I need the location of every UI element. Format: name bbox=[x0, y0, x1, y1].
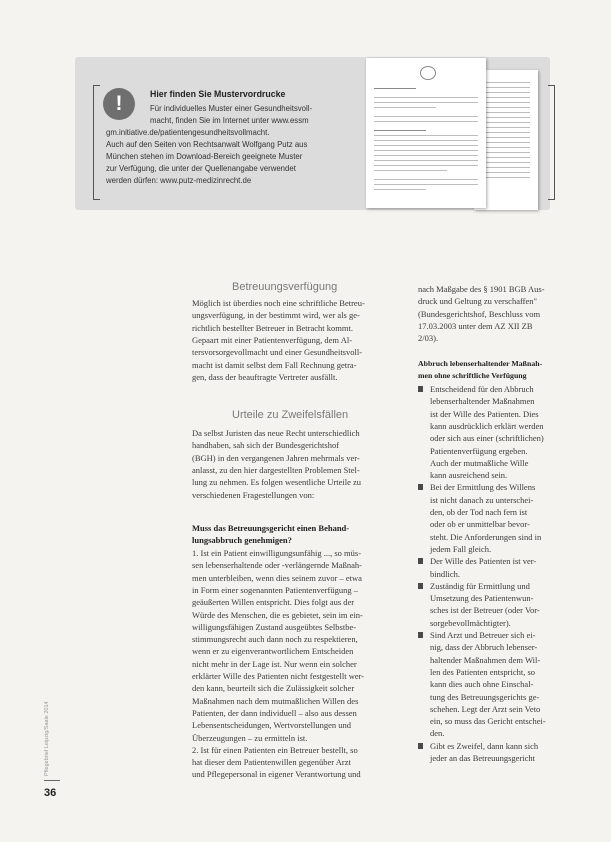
body-text-line: willigungsfähigen Zustand ausgeübtes Selbstbe- bbox=[192, 621, 357, 632]
info-box-line: gm.initiative.de/patientengesundheitsvollmacht. bbox=[106, 128, 270, 137]
bullet-text-line: Patientenverfügung ergeben. bbox=[430, 445, 528, 456]
body-text-line: und Pflegepersonal in eigener Verantwortung und bbox=[192, 769, 361, 780]
bullet-text-line: den, ob der Tod nach fern ist bbox=[430, 507, 528, 517]
bullet-text-line: jeder an das Betreuungsgericht bbox=[430, 753, 536, 763]
bullet-text-line: bindlich. bbox=[430, 568, 460, 579]
bullet-text-line: steht. Die Anforderungen sind in bbox=[430, 531, 542, 542]
body-text-line: geäußerten Willen entspricht. Dies folgt aus der bbox=[192, 597, 355, 608]
bullet-marker bbox=[418, 583, 423, 589]
bullet-text-line: Bei der Ermittlung des Willens bbox=[430, 482, 536, 493]
body-text-line: (Bundesgerichtshof, Beschluss vom bbox=[418, 308, 541, 319]
body-text-line: verschiedenen Fragestellungen von: bbox=[192, 489, 315, 500]
body-text-line: Gepaart mit einer Patientenverfügung, dem Al- bbox=[192, 334, 353, 345]
info-box-line: werden dürfen: www.putz-medizinrecht.de bbox=[106, 176, 252, 185]
body-text-line: macht ist damit selbst dem Fall Rechnung getra- bbox=[192, 359, 357, 370]
body-text-line: Würde des Menschen, die es gebietet, sein im ein- bbox=[192, 609, 363, 620]
body-text-line: Da selbst Juristen das neue Recht unterschiedlich bbox=[192, 428, 360, 438]
bullet-text-line: Gibt es Zweifel, dann kann sich bbox=[430, 740, 539, 751]
bullet-marker bbox=[418, 484, 423, 490]
body-text-line: 2/03). bbox=[418, 333, 439, 344]
bullet-text-line: len des Patienten entspricht, so bbox=[430, 666, 536, 677]
bullet-text-line: kann ausreichend sein. bbox=[430, 470, 508, 481]
exclamation-icon: ! bbox=[103, 88, 135, 120]
body-text-line: den kann, beurteilt sich die Zulässigkeit solcher bbox=[192, 683, 355, 694]
body-text-line: Lebensentscheidungen, Wertvorstellungen und bbox=[192, 720, 351, 731]
info-box-line: Für individuelles Muster einer Gesundheitsvoll- bbox=[150, 104, 313, 113]
bullet-text-line: schehen. Legt der Arzt sein Veto bbox=[430, 703, 541, 714]
body-text-line: Patienten, der dann individuell – also aus dessen bbox=[192, 707, 357, 718]
bullet-text-line: kann ausdrücklich erklärt werden bbox=[430, 420, 544, 431]
bullet-text-line: Zuständig für Ermittlung und bbox=[430, 580, 530, 591]
bullet-text-line: Sind Arzt und Betreuer sich ei- bbox=[430, 630, 536, 640]
body-text-line: wenn er zu eigenverantwortlichem Entscheiden bbox=[192, 646, 354, 657]
bullet-marker bbox=[418, 558, 423, 564]
bullet-text-line: lebenserhaltender Maßnahmen bbox=[430, 396, 535, 407]
bullet-text-line: Umsetzung des Patientenwun- bbox=[430, 593, 534, 604]
body-text-line: druck und Geltung zu verschaffen" bbox=[418, 296, 537, 307]
page-number: 36 bbox=[44, 787, 57, 799]
bullet-text-line: sches ist der Betreuer (oder Vor- bbox=[430, 605, 540, 616]
body-text-line: anlasst, zu den hier dargestellten Problemen Stel- bbox=[192, 464, 360, 475]
bullet-text-line: Entscheidend für den Abbruch bbox=[430, 384, 534, 394]
body-text-line: ungsverfügung, in der bestimmt wird, wer als ge- bbox=[192, 310, 360, 321]
body-text-line: tersvorsorgevollmacht und einer Gesundheitsvoll- bbox=[192, 347, 363, 358]
document-thumbnail-front bbox=[366, 58, 486, 208]
subheading-line: Abbruch lebenserhaltender Maßnah- bbox=[418, 359, 543, 368]
body-text-line: 17.03.2003 unter dem AZ XII ZB bbox=[418, 320, 533, 331]
body-text-line: nicht mehr in der Lage ist. Nur wenn ein solcher bbox=[192, 658, 357, 669]
info-box-title: Hier finden Sie Mustervordrucke bbox=[150, 89, 286, 99]
body-text-line: richtlich bestellter Betreuer in Betracht kommt. bbox=[192, 322, 353, 333]
body-text-line: sen lebenserhaltende oder -verlängernde Maßnah- bbox=[192, 560, 362, 571]
left-bracket bbox=[93, 85, 100, 200]
bullet-text-line: jedem Fall gleich. bbox=[430, 543, 492, 554]
question-heading-line: lungsabbruch genehmigen? bbox=[192, 535, 292, 546]
body-text-line: in Form einer sogenannten Patientenverfügung – bbox=[192, 584, 358, 595]
info-box-line: macht, finden Sie im Internet unter www.essm bbox=[150, 116, 309, 125]
info-box-line: zur Verfügung, die unter der Quellenangabe verwendet bbox=[106, 164, 296, 173]
bullet-text-line: tung des Betreuungsgerichts ge- bbox=[430, 691, 540, 702]
body-text-line: gen, dass der beauftragte Vertreter ausfällt. bbox=[192, 371, 338, 382]
bullet-text-line: ist nicht danach zu unterschei- bbox=[430, 494, 534, 505]
bullet-marker bbox=[418, 386, 423, 392]
body-text-line: men unterbleiben, wenn dies seinem zuvor – etwa bbox=[192, 572, 362, 583]
bullet-text-line: sorgebevollmächtigter). bbox=[430, 617, 511, 628]
bullet-text-line: Auch der mutmaßliche Wille bbox=[430, 457, 529, 468]
body-text-line: 1. Ist ein Patient einwilligungsunfähig ..., so müs- bbox=[192, 548, 362, 558]
bullet-marker bbox=[418, 743, 423, 749]
heading-betreuungsverfuegung: Betreuungsverfügung bbox=[232, 281, 338, 293]
bullet-text-line: oder ob er unmittelbar bevor- bbox=[430, 519, 530, 530]
body-text-line: erklärter Wille des Patienten nicht festgestellt wer- bbox=[192, 671, 365, 681]
bullet-text-line: oder sich aus einer (schriftlichen) bbox=[430, 433, 544, 444]
bullet-text-line: kann dies auch ohne Einschal- bbox=[430, 679, 534, 690]
body-text-line: (BGH) in den vergangenen Jahren mehrmals ver- bbox=[192, 452, 360, 463]
body-text-line: handhaben, sah sich der Bundesgerichtshof bbox=[192, 440, 340, 451]
bullet-text-line: haltender Maßnahmen dem Wil- bbox=[430, 654, 541, 665]
right-bracket bbox=[548, 85, 555, 200]
subheading-line: men ohne schriftliche Verfügung bbox=[418, 371, 527, 381]
question-heading-line: Muss das Betreuungsgericht einen Behand- bbox=[192, 523, 350, 533]
side-imprint: Pflegebrief Leipzig/Saale 2014 bbox=[44, 701, 50, 776]
logo-icon bbox=[420, 66, 436, 80]
body-text-line: nach Maßgabe des § 1901 BGB Aus- bbox=[418, 284, 545, 294]
body-text-line: stimmungsrecht auch dann noch zu respektieren, bbox=[192, 634, 358, 645]
info-box-line: Auch auf den Seiten von Rechtsanwalt Wolfgang Putz aus bbox=[106, 140, 308, 149]
info-box-line: München stehen im Download-Bereich geeignete Muster bbox=[106, 152, 303, 161]
bullet-text-line: Der Wille des Patienten ist ver- bbox=[430, 556, 537, 567]
body-text-line: lung zu nehmen. Es folgen wesentliche Urteile zu bbox=[192, 477, 361, 488]
heading-urteile: Urteile zu Zweifelsfällen bbox=[232, 409, 349, 421]
body-text-line: 2. Ist für einen Patienten ein Betreuer bestellt, so bbox=[192, 744, 358, 755]
bullet-text-line: ist der Wille des Patienten. Dies bbox=[430, 408, 539, 419]
body-text-line: hat dieser dem Patientenwillen gegenüber Arzt bbox=[192, 757, 351, 768]
body-text-line: Überzeugungen – zu ermitteln ist. bbox=[192, 732, 308, 743]
bullet-text-line: den. bbox=[430, 728, 445, 739]
body-text-line: Möglich ist überdies noch eine schriftliche Betreu- bbox=[192, 298, 365, 308]
bullet-marker bbox=[418, 632, 423, 638]
body-text-line: Maßnahmen nach dem mutmaßlichen Willen des bbox=[192, 695, 359, 706]
bullet-text-line: ein, so muss das Gericht entschei- bbox=[430, 716, 546, 727]
bullet-text-line: nig, dass der Abbruch lebenser- bbox=[430, 642, 538, 653]
page-number-rule bbox=[44, 780, 60, 781]
